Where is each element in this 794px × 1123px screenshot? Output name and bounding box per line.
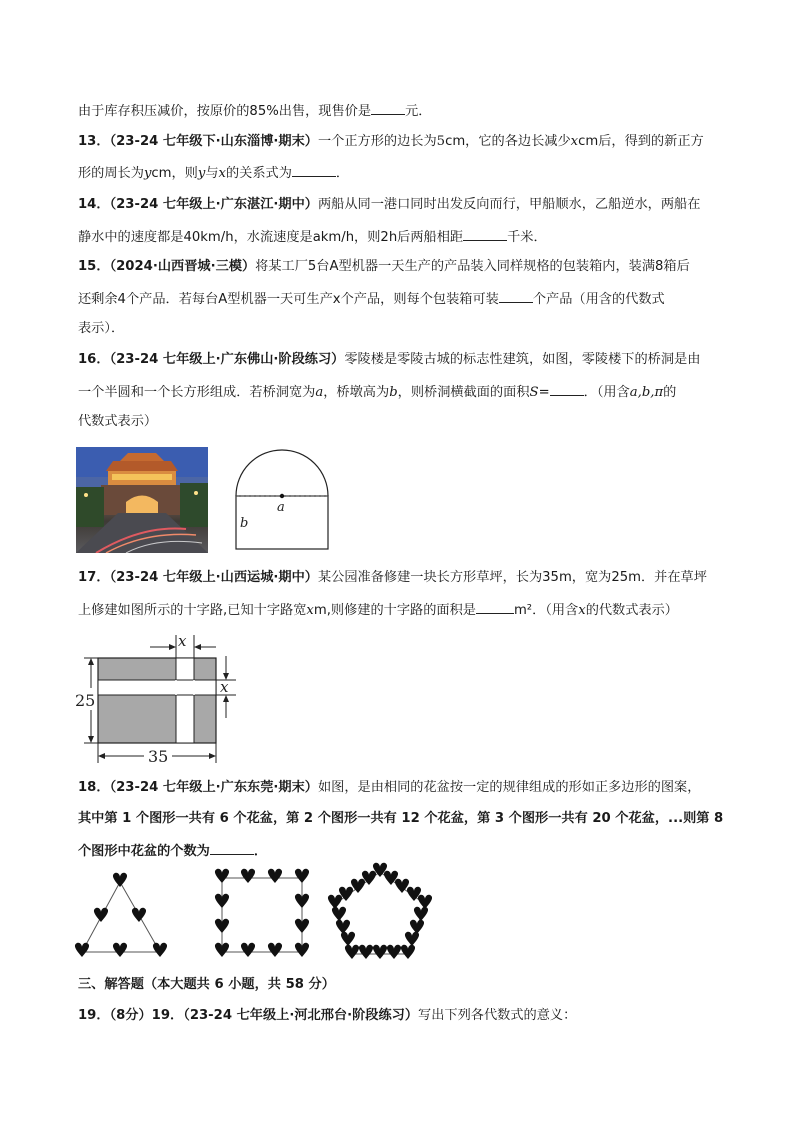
question-text: 某公园准备修建一块长方形草坪，长为35m，宽为25m．并在草坪 [317, 570, 707, 585]
question-text: 将某工厂5台A型机器一天生产的产品装入同样规格的包装箱内，装满8箱后 [255, 259, 690, 274]
question-text: ,则修建的十字路的面积是 [326, 603, 476, 618]
question-source: （2024·山西晋城·三模） [109, 259, 256, 274]
semicircle [236, 450, 328, 496]
question-text: 个产品（用含的代数式 [532, 292, 665, 307]
question-15 [78, 258, 690, 276]
question-text: = [538, 385, 550, 400]
bridge-photo-art [76, 447, 208, 553]
question-text: ．（用含 [532, 603, 579, 618]
question-15-cont [78, 289, 665, 309]
question-text: ，它的各边长减少 [465, 134, 571, 149]
section-title: 三、解答题（本大题共 6 小题，共 58 分） [78, 977, 335, 992]
question-text: 其中第 1 个图形一共有 6 个花盆，第 2 个图形一共有 12 个花盆，第 3 个图形一共有 20 个花盆，...则第 8 [78, 811, 724, 826]
pattern-square [215, 869, 309, 957]
question-17 [78, 569, 707, 587]
horizontal-road [98, 680, 216, 695]
question-16-cont [78, 382, 676, 402]
question-source: （23-24 七年级上·山西运城·期中） [109, 570, 318, 585]
question-text: 形的周长为 [78, 166, 144, 181]
lawn-diagram [72, 630, 242, 770]
question-number: 15． [78, 259, 110, 274]
question-number: 18． [78, 780, 110, 795]
question-text: 还剩余4个产品．若每台A型机器一天可生产x个产品，则每个包装箱可装 [78, 292, 499, 307]
question-18 [78, 779, 700, 797]
answer-blank[interactable] [371, 101, 405, 115]
answer-blank[interactable] [463, 227, 507, 241]
math-var: y [197, 166, 206, 181]
section-heading [78, 976, 335, 994]
math-var: a,b,π [629, 385, 664, 400]
question-text: 代数式表示） [78, 414, 158, 429]
math-var: S [529, 385, 539, 400]
question-number: 14． [78, 197, 110, 212]
unit: m [313, 603, 327, 618]
question-text: 与 [205, 166, 219, 181]
question-19 [78, 1007, 576, 1025]
question-text: 零陵楼是零陵古城的标志性建筑，如图，零陵楼下的桥洞是由 [344, 352, 701, 367]
label-a: a [277, 500, 285, 515]
math-var: a [315, 385, 324, 400]
math-var: x [578, 603, 586, 618]
question-source: （23-24 七年级上·广东湛江·期中） [109, 197, 318, 212]
question-13 [78, 133, 704, 151]
math-value: 5 [436, 134, 446, 149]
question-16 [78, 351, 700, 369]
question-text: 的关系式为 [225, 166, 292, 181]
sentence: 由于库存积压减价，按原价的85%出售，现售价是 [78, 104, 372, 119]
question-number: 19． [78, 1008, 110, 1023]
label-25: 25 [75, 691, 96, 710]
question-text: 的代数式表示） [585, 603, 678, 618]
math-var: x [570, 134, 579, 149]
text-line [78, 101, 431, 121]
center-point [280, 494, 284, 498]
pattern-triangle [75, 873, 167, 957]
question-score: （8分）19． [109, 1008, 184, 1023]
label-x-right: x [220, 678, 229, 696]
unit: cm [578, 134, 599, 149]
answer-blank[interactable] [292, 163, 336, 177]
question-source: （23-24 七年级上·河北邢台·阶段练习） [183, 1008, 419, 1023]
question-18-cont [78, 810, 723, 828]
question-text: ，桥墩高为 [323, 385, 390, 400]
unit: cm [445, 134, 466, 149]
label-x-top: x [178, 632, 187, 650]
flowerpot-patterns [70, 862, 450, 968]
label-35: 35 [148, 747, 169, 766]
question-source: （23-24 七年级下·山东淄博·期末） [109, 134, 318, 149]
answer-blank[interactable] [550, 382, 584, 396]
question-source: （23-24 七年级上·广东佛山·阶段练习） [109, 352, 345, 367]
bridge-diagram [228, 444, 336, 556]
sentence-end: ． [335, 166, 350, 181]
question-text: ，则 [171, 166, 198, 181]
math-var: x [218, 166, 226, 181]
question-text: 写出下列各代数式的意义： [418, 1008, 577, 1023]
question-text: 如图，是由相同的花盆按一定的规律组成的形如正多边形的图案， [317, 780, 701, 795]
question-text: 两船从同一港口同时出发反向而行，甲船顺水，乙船逆水，两船在 [317, 197, 701, 212]
question-number: 17． [78, 570, 110, 585]
question-text: 一个正方形的边长为 [317, 134, 437, 149]
question-14-cont [78, 227, 547, 247]
question-text: 后，得到的新正方 [598, 134, 704, 149]
unit: m² [513, 603, 533, 618]
question-number: 13． [78, 134, 110, 149]
question-source: （23-24 七年级上·广东东莞·期末） [109, 780, 318, 795]
question-17-cont [78, 600, 678, 620]
label-b: b [240, 516, 249, 531]
question-14 [78, 196, 700, 214]
question-text: ，则桥洞横截面的面积 [397, 385, 530, 400]
sentence-end: ． [253, 844, 268, 859]
answer-blank[interactable] [476, 600, 514, 614]
question-number: 16． [78, 352, 110, 367]
lawn-rect [98, 658, 216, 743]
question-text: ．（用含 [583, 385, 630, 400]
question-text: 静水中的速度都是40km/h，水流速度是akm/h，则2h后两船相距 [78, 230, 464, 245]
question-15-cont2 [78, 320, 124, 338]
question-13-cont [78, 163, 349, 183]
bridge-photo [76, 447, 208, 553]
question-text: 个图形中花盆的个数为 [78, 844, 210, 859]
sentence-end: 元． [405, 104, 432, 119]
question-text: 表示）． [78, 321, 125, 336]
sentence-end: 千米． [507, 230, 547, 245]
question-16-cont2 [78, 413, 157, 431]
math-var: y [143, 166, 152, 181]
pattern-pentagon [328, 863, 432, 959]
question-18-cont2 [78, 841, 267, 861]
vertical-road [176, 658, 194, 743]
question-text: 一个半圆和一个长方形组成．若桥洞宽为 [78, 385, 316, 400]
math-var: x [306, 603, 314, 618]
answer-blank[interactable] [210, 841, 254, 855]
math-var: b [389, 385, 398, 400]
question-text: 的 [663, 385, 677, 400]
unit: cm [151, 166, 172, 181]
question-text: 上修建如图所示的十字路,已知十字路宽 [78, 603, 307, 618]
answer-blank[interactable] [499, 289, 533, 303]
